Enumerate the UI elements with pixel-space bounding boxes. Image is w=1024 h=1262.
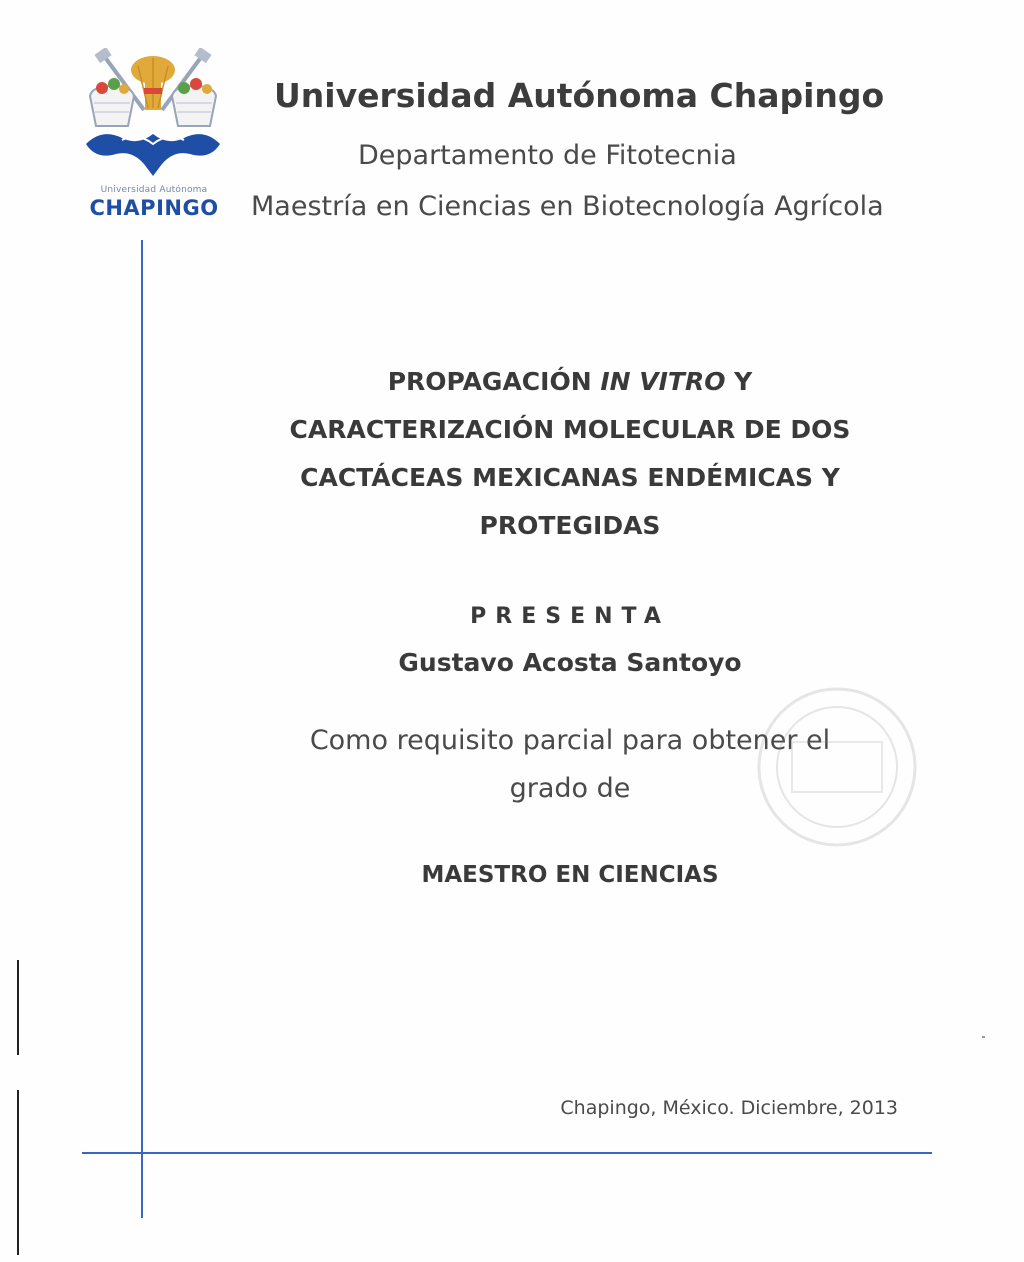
place-and-date: Chapingo, México. Diciembre, 2013 — [560, 1097, 898, 1119]
title-line-4: PROTEGIDAS — [479, 511, 661, 540]
logo-wordmark: CHAPINGO — [89, 196, 219, 220]
title-line-3: CACTÁCEAS MEXICANAS ENDÉMICAS Y — [300, 463, 840, 492]
degree-name: MAESTRO EN CIENCIAS — [421, 862, 719, 888]
title-line-2: CARACTERIZACIÓN MOLECULAR DE DOS — [289, 415, 851, 444]
university-name: Universidad Autónoma Chapingo — [274, 76, 885, 115]
horizontal-blue-rule — [82, 1152, 932, 1154]
faint-stamp-icon — [752, 682, 922, 852]
presenta-label: PRESENTA — [470, 604, 670, 629]
chapingo-emblem-icon — [82, 48, 224, 183]
logo-subtitle: Universidad Autónoma — [100, 185, 208, 195]
university-logo — [80, 48, 230, 228]
scan-edge-mark — [17, 960, 19, 1055]
title-italic-term: IN VITRO — [600, 367, 726, 396]
scan-speck — [982, 1036, 985, 1038]
author-name: Gustavo Acosta Santoyo — [398, 648, 742, 677]
department-name: Departamento de Fitotecnia — [358, 140, 737, 171]
requisite-line-1: Como requisito parcial para obtener el — [309, 725, 831, 756]
requisite-line-2: grado de — [509, 773, 631, 804]
scan-edge-mark — [17, 1090, 19, 1255]
title-line-1-prefix: PROPAGACIÓN — [387, 367, 601, 396]
program-name: Maestría en Ciencias en Biotecnología Agrícola — [251, 191, 884, 222]
title-line-1-suffix: Y — [725, 367, 753, 396]
vertical-blue-rule — [141, 240, 143, 1218]
title-line-1 — [150, 358, 990, 406]
thesis-title — [150, 358, 990, 550]
